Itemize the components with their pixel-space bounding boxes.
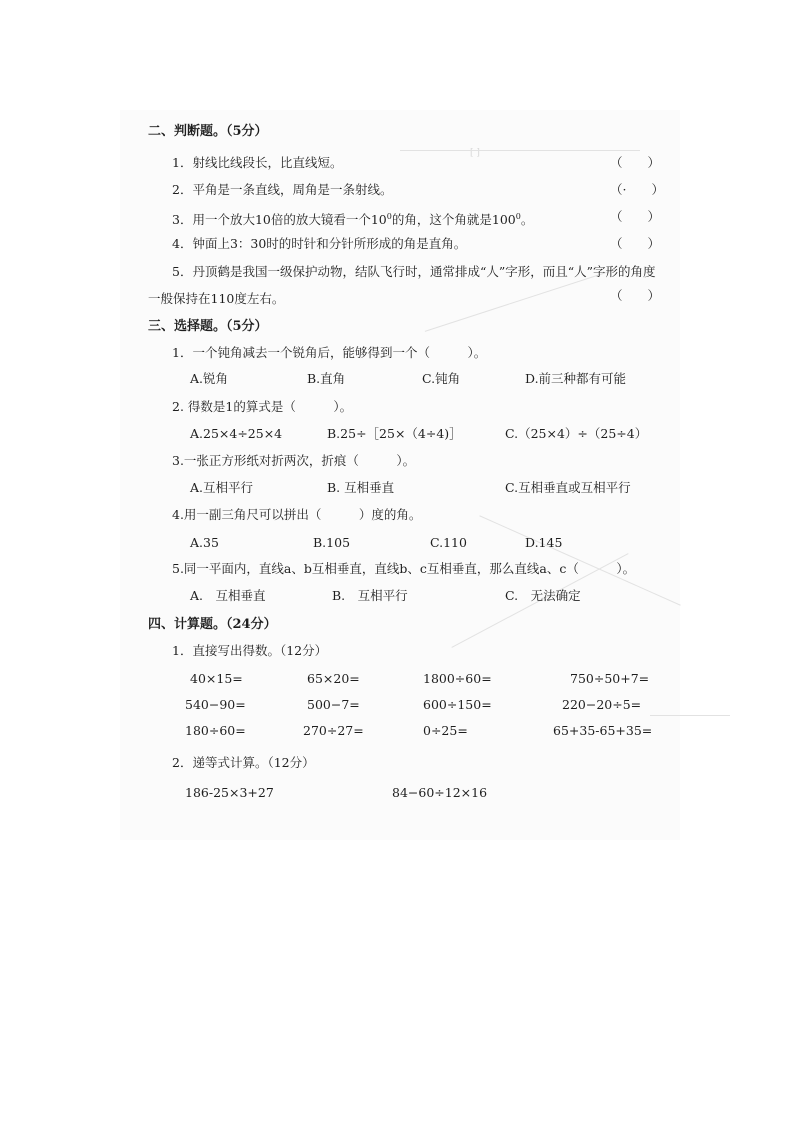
choice-question-3: 3.一张正方形纸对折两次，折痕（ ）。 bbox=[172, 453, 416, 468]
judgement-item-2: 2．平角是一条直线，周角是一条射线。 bbox=[172, 182, 393, 197]
option-2a[interactable]: A.25×4÷25×4 bbox=[190, 426, 283, 441]
calc-problem: 600÷150= bbox=[423, 697, 492, 712]
calc-problem: 65×20= bbox=[307, 671, 360, 686]
choice-question-4: 4.用一副三角尺可以拼出（ ）度的角。 bbox=[172, 507, 422, 522]
section-3-title: 三、选择题。（5分） bbox=[148, 319, 268, 334]
calc-part-2-title: 2．递等式计算。（12分） bbox=[172, 755, 315, 770]
option-1a[interactable]: A.锐角 bbox=[190, 371, 229, 386]
choice-question-1: 1．一个钝角减去一个锐角后，能够得到一个（ ）。 bbox=[172, 345, 487, 360]
option-2b[interactable]: B.25÷［25×（4÷4)］ bbox=[327, 426, 462, 441]
option-4d[interactable]: D.145 bbox=[525, 535, 563, 550]
section-4-title: 四、计算题。（24分） bbox=[148, 617, 277, 632]
option-5b[interactable]: B. 互相平行 bbox=[332, 588, 408, 603]
choice-question-2: 2. 得数是1的算式是（ ）。 bbox=[172, 399, 353, 414]
calc-problem: 750÷50+7= bbox=[570, 671, 650, 686]
option-1c[interactable]: C.钝角 bbox=[422, 371, 461, 386]
option-5a[interactable]: A. 互相垂直 bbox=[190, 588, 266, 603]
bleed-through-mark: [ ] bbox=[470, 148, 480, 158]
answer-blank-2[interactable]: （· ） bbox=[610, 182, 664, 197]
option-3c[interactable]: C.互相垂直或互相平行 bbox=[505, 480, 631, 495]
calc-problem: 180÷60= bbox=[185, 723, 246, 738]
answer-blank-4[interactable]: （ ） bbox=[610, 236, 661, 251]
calc-problem: 270÷27= bbox=[303, 723, 364, 738]
option-4b[interactable]: B.105 bbox=[313, 535, 351, 550]
calc-problem: 540−90= bbox=[185, 697, 246, 712]
answer-blank-5[interactable]: （ ） bbox=[610, 288, 661, 303]
judgement-item-5-cont: 一般保持在110度左右。 bbox=[148, 291, 285, 306]
option-1d[interactable]: D.前三种都有可能 bbox=[525, 371, 627, 386]
option-1b[interactable]: B.直角 bbox=[307, 371, 346, 386]
option-4c[interactable]: C.110 bbox=[430, 535, 467, 550]
calc-problem: 40×15= bbox=[190, 671, 243, 686]
calc-problem: 220−20÷5= bbox=[562, 697, 642, 712]
calc-part-1-title: 1．直接写出得数。（12分） bbox=[172, 643, 328, 658]
judgement-item-5: 5．丹顶鹤是我国一级保护动物，结队飞行时，通常排成“人”字形，而且“人”字形的角度 bbox=[172, 264, 656, 279]
choice-question-5: 5.同一平面内，直线a、b互相垂直，直线b、c互相垂直，那么直线a、c（ ）。 bbox=[172, 561, 636, 576]
calc-problem: 65+35-65+35= bbox=[553, 723, 653, 738]
calc-problem: 0÷25= bbox=[423, 723, 468, 738]
stepwise-expression-1: 186-25×3+27 bbox=[185, 785, 274, 800]
judgement-item-4: 4．钟面上3：30时的时针和分针所形成的角是直角。 bbox=[172, 236, 467, 251]
option-3a[interactable]: A.互相平行 bbox=[190, 480, 254, 495]
option-5c[interactable]: C. 无法确定 bbox=[505, 588, 581, 603]
section-2-title: 二、判断题。（5分） bbox=[148, 124, 268, 139]
option-3b[interactable]: B. 互相垂直 bbox=[327, 480, 395, 495]
calc-problem: 500−7= bbox=[307, 697, 360, 712]
answer-blank-1[interactable]: （ ） bbox=[610, 155, 661, 170]
answer-blank-3[interactable]: （ ） bbox=[610, 209, 661, 224]
option-2c[interactable]: C.（25×4）÷（25÷4） bbox=[505, 426, 648, 441]
bleed-through-line bbox=[400, 150, 640, 151]
bleed-through-line bbox=[650, 715, 730, 716]
calc-problem: 1800÷60= bbox=[423, 671, 492, 686]
stepwise-expression-2: 84−60÷12×16 bbox=[392, 785, 488, 800]
option-4a[interactable]: A.35 bbox=[190, 535, 219, 550]
judgement-item-1: 1．射线比线段长，比直线短。 bbox=[172, 155, 343, 170]
judgement-item-3: 3．用一个放大10倍的放大镜看一个$10^0$的角，这个角就是$100^0$。 bbox=[172, 212, 534, 227]
